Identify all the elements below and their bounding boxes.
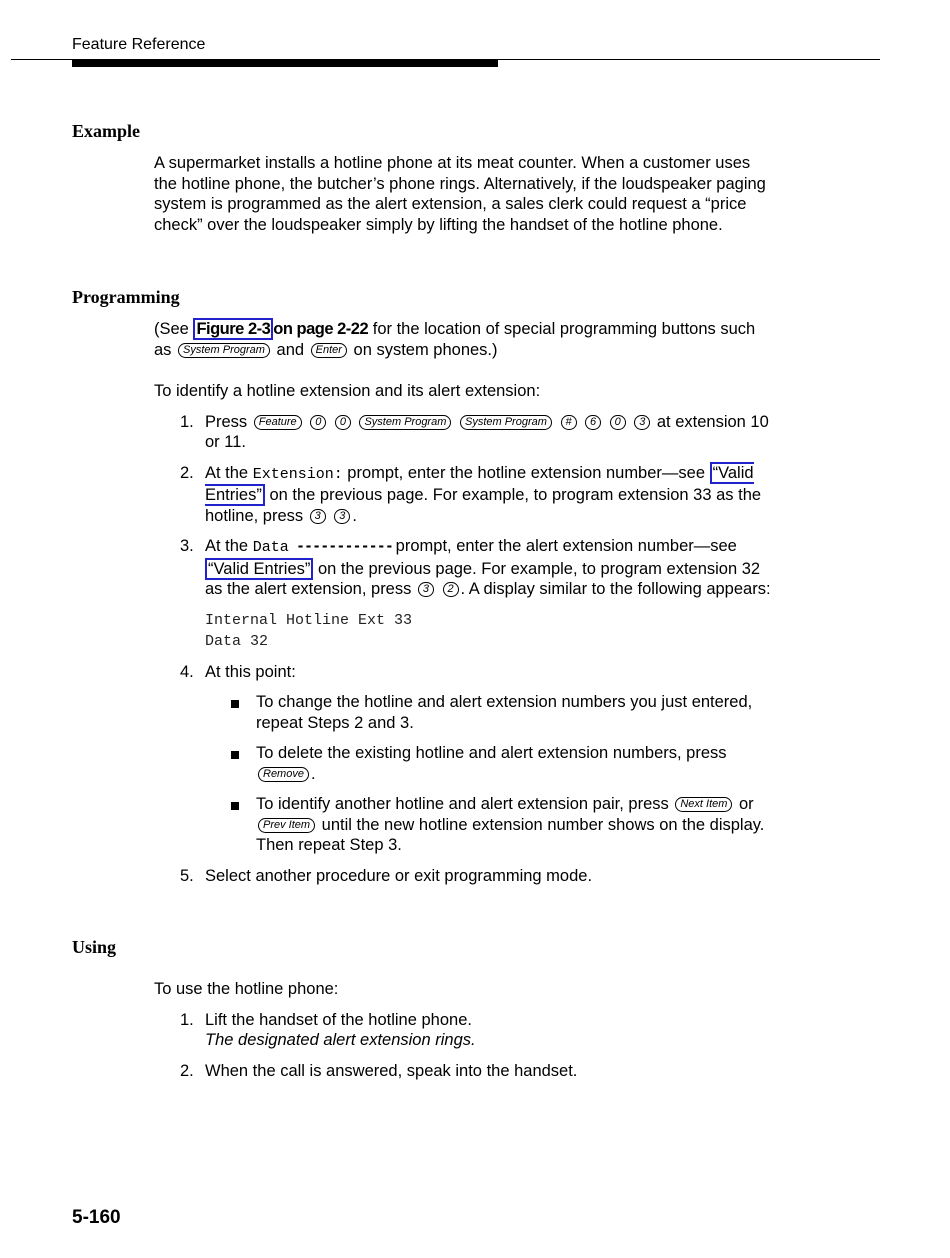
step-number: 2.	[180, 463, 194, 482]
next-item-key: Next Item	[675, 797, 732, 812]
option-text: To delete the existing hotline and alert extension numbers, press	[256, 744, 727, 762]
dial-hash-key: #	[561, 415, 577, 430]
step-number: 5.	[180, 866, 194, 885]
display-line-1: Internal Hotline Ext 33	[205, 611, 413, 629]
option-text: until the new hotline extension number shows on the display. Then repeat Step 3.	[256, 815, 765, 854]
programming-section	[154, 319, 774, 896]
step-text: At this point:	[205, 662, 296, 681]
extension-prompt-code: Extension:	[252, 465, 343, 483]
header-bar	[72, 60, 498, 67]
using-intro: To use the hotline phone:	[154, 980, 339, 998]
programming-step-3	[154, 536, 774, 652]
valid-entries-link[interactable]: “Valid Entries”	[205, 463, 754, 504]
step-number: 1.	[180, 412, 194, 431]
programming-step-5	[154, 866, 774, 887]
display-line-2: Data 32	[205, 632, 269, 650]
option-identify-another	[205, 794, 774, 856]
using-section	[154, 979, 774, 1091]
remove-key: Remove	[258, 767, 309, 782]
dial-0-key: 0	[610, 415, 626, 430]
dial-0-key: 0	[335, 415, 351, 430]
dial-3-key: 3	[418, 582, 434, 597]
see-close-text: on system phones.)	[348, 340, 498, 359]
running-header-title: Feature Reference	[72, 36, 206, 53]
step-text: on the previous page. For example, to program extension 33 as the hotline, press	[205, 486, 762, 525]
programming-step-4	[154, 662, 774, 856]
example-section	[154, 153, 774, 235]
bullet-icon	[231, 700, 239, 708]
step-text: . A display similar to the following appears:	[460, 580, 771, 598]
step-text: At the	[205, 537, 253, 555]
option-change	[205, 692, 774, 733]
option-text: To change the hotline and alert extension numbers you just entered, repeat Steps 2 and 3.	[256, 693, 753, 732]
step-number: 3.	[180, 537, 194, 555]
programming-steps	[154, 412, 774, 887]
programming-heading: Programming	[72, 287, 180, 307]
feature-key: Feature	[254, 415, 302, 430]
dial-3-key: 3	[334, 509, 350, 524]
dial-2-key: 2	[443, 582, 459, 597]
step-text: at extension 10 or 11.	[205, 412, 769, 451]
data-prompt-dashes: - - - - - - - - - - - -	[297, 537, 392, 555]
page-number: 5-160	[72, 1207, 121, 1228]
option-delete	[205, 743, 774, 784]
and-text: and	[271, 340, 309, 359]
dial-3-key: 3	[310, 509, 326, 524]
prev-item-key: Prev Item	[258, 818, 315, 833]
system-program-key: System Program	[178, 343, 270, 358]
option-text: or	[734, 795, 754, 813]
programming-step-1	[154, 412, 774, 453]
page-ref: on page 2-22	[273, 320, 369, 338]
programming-intro: To identify a hotline extension and its alert extension:	[154, 382, 541, 400]
display-readout	[205, 610, 774, 652]
example-heading: Example	[72, 121, 141, 141]
example-paragraph: A supermarket installs a hotline phone at its meat counter. When a customer uses the hotline phone, the butcher’s phone rings. Alternatively, if the loudspeaker paging system is programmed as the alert extension, a sales clerk could request a “price check” over the loudspeaker simply by lifting the handset of the hotline phone.	[154, 154, 766, 234]
data-prompt-code: Data	[252, 539, 298, 556]
step-number: 2.	[180, 1061, 194, 1080]
dial-3-key: 3	[634, 415, 650, 430]
dial-6-key: 6	[585, 415, 601, 430]
bullet-icon	[231, 751, 239, 759]
see-open-text: (See	[154, 320, 194, 338]
step-text: At the	[205, 463, 253, 482]
step-number: 1.	[180, 1010, 194, 1029]
see-reference-paragraph	[154, 319, 774, 360]
option-text: To identify another hotline and alert extension pair, press	[256, 795, 674, 813]
step-text: on the previous page. For example, to program extension 32 as the alert extension, press	[205, 559, 761, 598]
using-heading: Using	[72, 937, 117, 957]
system-program-key: System Program	[359, 415, 451, 430]
dial-0-key: 0	[310, 415, 326, 430]
using-step-2	[154, 1061, 774, 1082]
programming-step-2	[154, 463, 774, 527]
bullet-icon	[231, 802, 239, 810]
step-number: 4.	[180, 662, 194, 681]
step-text: Select another procedure or exit programming mode.	[205, 866, 593, 885]
see-mid-text: for the location of special programming buttons such as	[154, 320, 756, 359]
step-text: Press	[205, 412, 252, 431]
step-text: prompt, enter the alert extension number—see	[391, 537, 737, 555]
using-step-1	[154, 1010, 774, 1051]
option-text: .	[310, 764, 316, 783]
step-4-options	[205, 692, 774, 856]
step-text: .	[352, 506, 357, 525]
valid-entries-link[interactable]: “Valid Entries”	[205, 558, 313, 580]
step-text: Lift the handset of the hotline phone.	[205, 1010, 472, 1029]
system-program-key: System Program	[460, 415, 552, 430]
enter-key: Enter	[311, 343, 347, 358]
using-steps	[154, 1010, 774, 1082]
figure-link[interactable]: Figure 2-3	[193, 318, 273, 340]
step-text: When the call is answered, speak into the handset.	[205, 1061, 578, 1080]
step-result: The designated alert extension rings.	[205, 1031, 476, 1049]
step-text: prompt, enter the hotline extension number—see	[342, 463, 710, 482]
